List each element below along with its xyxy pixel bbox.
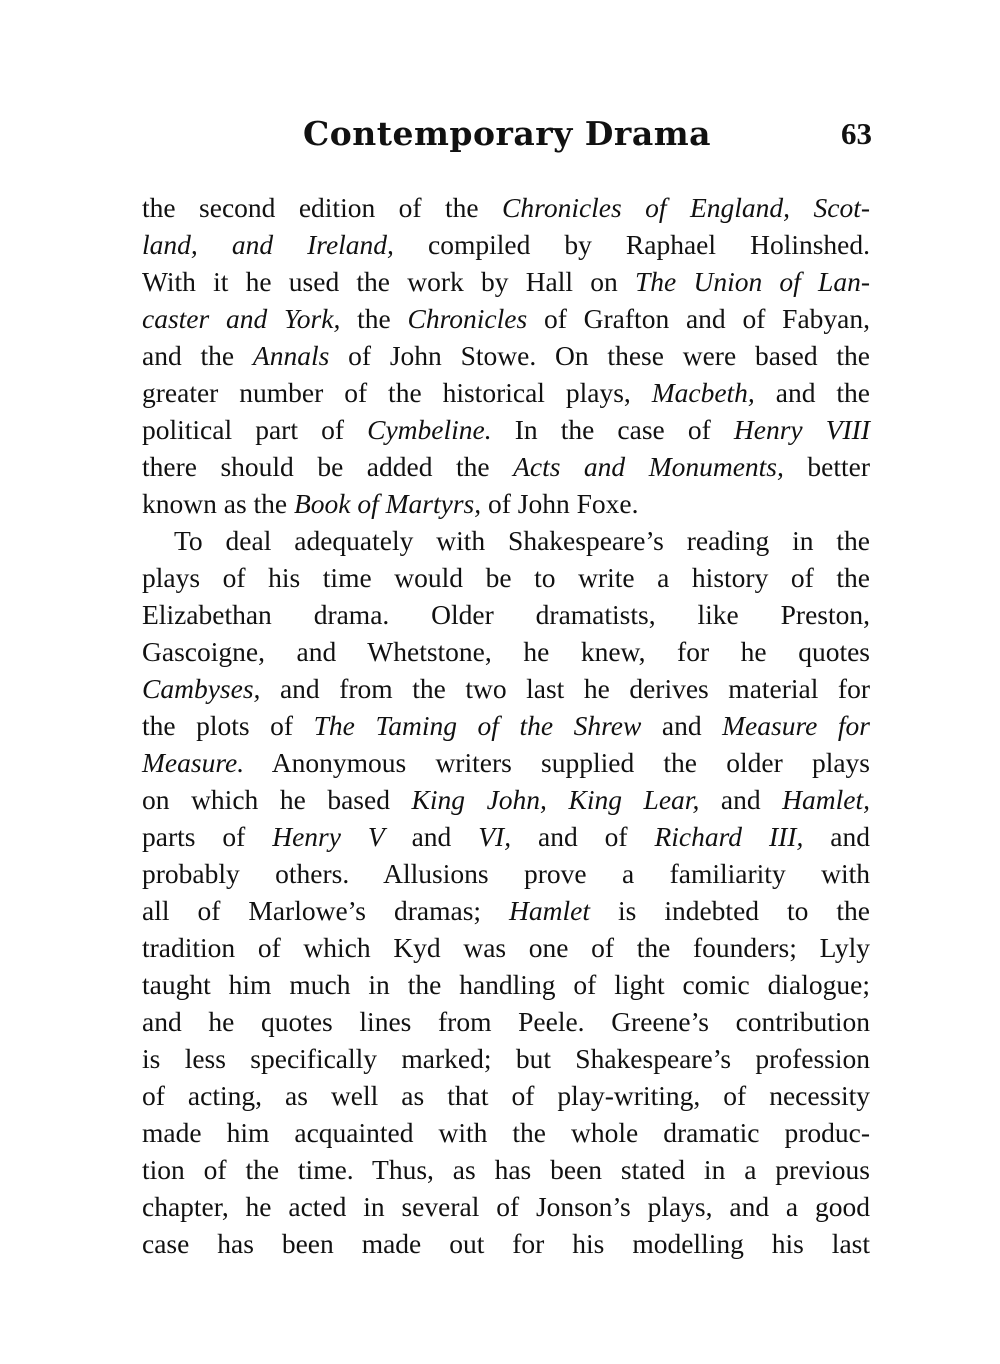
text-line bbox=[142, 1040, 870, 1077]
text-line bbox=[142, 744, 870, 781]
italic-title: Cymbeline. bbox=[367, 414, 492, 445]
text-run: and bbox=[641, 710, 723, 741]
text-run: and bbox=[384, 821, 479, 852]
italic-title: The Taming of the Shrew bbox=[313, 710, 642, 741]
text-run: chapter, he acted in several of Jonson’s plays, and a good bbox=[142, 1191, 870, 1222]
text-line bbox=[142, 337, 870, 374]
text-line bbox=[142, 448, 870, 485]
text-run: of John Stowe. On these were based the bbox=[329, 340, 870, 371]
text-run: made him acquainted with the whole dramatic produc- bbox=[142, 1117, 870, 1148]
text-run: and from the two last he derives material for bbox=[260, 673, 870, 704]
text-run: the second edition of the bbox=[142, 192, 503, 223]
text-run: and the bbox=[142, 340, 253, 371]
text-run: To deal adequately with Shakespeare’s reading in the bbox=[174, 525, 870, 556]
text-run: on which he based bbox=[142, 784, 412, 815]
text-line bbox=[142, 670, 870, 707]
italic-title: Hamlet bbox=[509, 895, 590, 926]
text-run: political part of bbox=[142, 414, 368, 445]
text-line bbox=[142, 263, 870, 300]
text-run: taught him much in the handling of light comic dialogue; bbox=[142, 969, 870, 1000]
page-number: 63 bbox=[841, 116, 872, 151]
italic-title: Annals bbox=[252, 340, 330, 371]
text-line bbox=[142, 596, 870, 633]
text-run: the bbox=[340, 303, 408, 334]
text-line bbox=[142, 781, 870, 818]
text-run: tradition of which Kyd was one of the founders; Lyly bbox=[142, 932, 870, 963]
text-line bbox=[142, 1003, 870, 1040]
italic-title: Acts and Monuments, bbox=[513, 451, 784, 482]
text-line bbox=[142, 1225, 870, 1262]
text-run: and he quotes lines from Peele. Greene’s contribution bbox=[142, 1006, 870, 1037]
text-line bbox=[142, 374, 870, 411]
text-run: of acting, as well as that of play-writing, of necessity bbox=[142, 1080, 870, 1111]
italic-title: Measure for bbox=[722, 710, 870, 741]
italic-title: Chronicles of England, Scot- bbox=[502, 192, 870, 223]
italic-title: Macbeth, bbox=[651, 377, 755, 408]
text-line bbox=[142, 559, 870, 596]
text-line bbox=[142, 892, 870, 929]
italic-title: Hamlet, bbox=[782, 784, 871, 815]
italic-title: land, and Ireland, bbox=[142, 229, 394, 260]
italic-title: Henry VIII bbox=[733, 414, 870, 445]
body-text bbox=[142, 189, 870, 1262]
text-run: all of Marlowe’s dramas; bbox=[142, 895, 510, 926]
text-line bbox=[142, 189, 870, 226]
text-run: of Grafton and of Fabyan, bbox=[527, 303, 870, 334]
text-run: of John Foxe. bbox=[481, 488, 639, 519]
running-header bbox=[142, 108, 872, 160]
text-line bbox=[142, 226, 870, 263]
paragraph bbox=[142, 189, 870, 522]
text-run: With it he used the work by Hall on bbox=[142, 266, 635, 297]
text-run: tion of the time. Thus, as has been stated in a previous bbox=[142, 1154, 870, 1185]
italic-title: Richard III, bbox=[654, 821, 804, 852]
text-line bbox=[142, 1188, 870, 1225]
text-line bbox=[142, 707, 870, 744]
text-run: Anonymous writers supplied the older plays bbox=[244, 747, 870, 778]
text-run: is less specifically marked; but Shakespeare’s profession bbox=[142, 1043, 870, 1074]
italic-title: caster and York, bbox=[142, 303, 341, 334]
text-run: plays of his time would be to write a history of the bbox=[142, 562, 870, 593]
text-line bbox=[142, 818, 870, 855]
paragraph bbox=[142, 522, 870, 1262]
text-line bbox=[142, 1114, 870, 1151]
italic-title: Chronicles bbox=[407, 303, 528, 334]
text-run: known as the bbox=[142, 488, 294, 519]
text-run: probably others. Allusions prove a familiarity with bbox=[142, 858, 870, 889]
text-line bbox=[142, 929, 870, 966]
text-run: and the bbox=[754, 377, 870, 408]
italic-title: Henry V bbox=[272, 821, 385, 852]
text-run: case has been made out for his modelling his last bbox=[142, 1228, 870, 1259]
text-run: and bbox=[803, 821, 870, 852]
text-run: greater number of the historical plays, bbox=[142, 377, 652, 408]
text-run: and of bbox=[511, 821, 655, 852]
text-run: Gascoigne, and Whetstone, he knew, for he quotes bbox=[142, 636, 870, 667]
text-run: parts of bbox=[142, 821, 273, 852]
text-line bbox=[142, 522, 870, 559]
italic-title: Cambyses, bbox=[142, 673, 261, 704]
text-line bbox=[142, 300, 870, 337]
text-run: there should be added the bbox=[142, 451, 514, 482]
italic-title: VI, bbox=[478, 821, 512, 852]
text-line bbox=[142, 1077, 870, 1114]
italic-title: The Union of Lan- bbox=[634, 266, 870, 297]
text-line bbox=[142, 966, 870, 1003]
text-run: is indebted to the bbox=[590, 895, 870, 926]
text-run: In the case of bbox=[491, 414, 734, 445]
text-line bbox=[142, 1151, 870, 1188]
text-run: better bbox=[783, 451, 871, 482]
text-line bbox=[142, 855, 870, 892]
italic-title: Book of Martyrs, bbox=[294, 488, 482, 519]
running-title: Contemporary Drama bbox=[302, 114, 711, 153]
italic-title: Measure. bbox=[142, 747, 245, 778]
text-line bbox=[142, 633, 870, 670]
italic-title: King John, King Lear, bbox=[411, 784, 700, 815]
text-line bbox=[142, 485, 870, 522]
text-run: the plots of bbox=[142, 710, 314, 741]
text-run: and bbox=[699, 784, 783, 815]
text-line bbox=[142, 411, 870, 448]
text-run: compiled by Raphael Holinshed. bbox=[393, 229, 871, 260]
text-run: Elizabethan drama. Older dramatists, like Preston, bbox=[142, 599, 870, 630]
